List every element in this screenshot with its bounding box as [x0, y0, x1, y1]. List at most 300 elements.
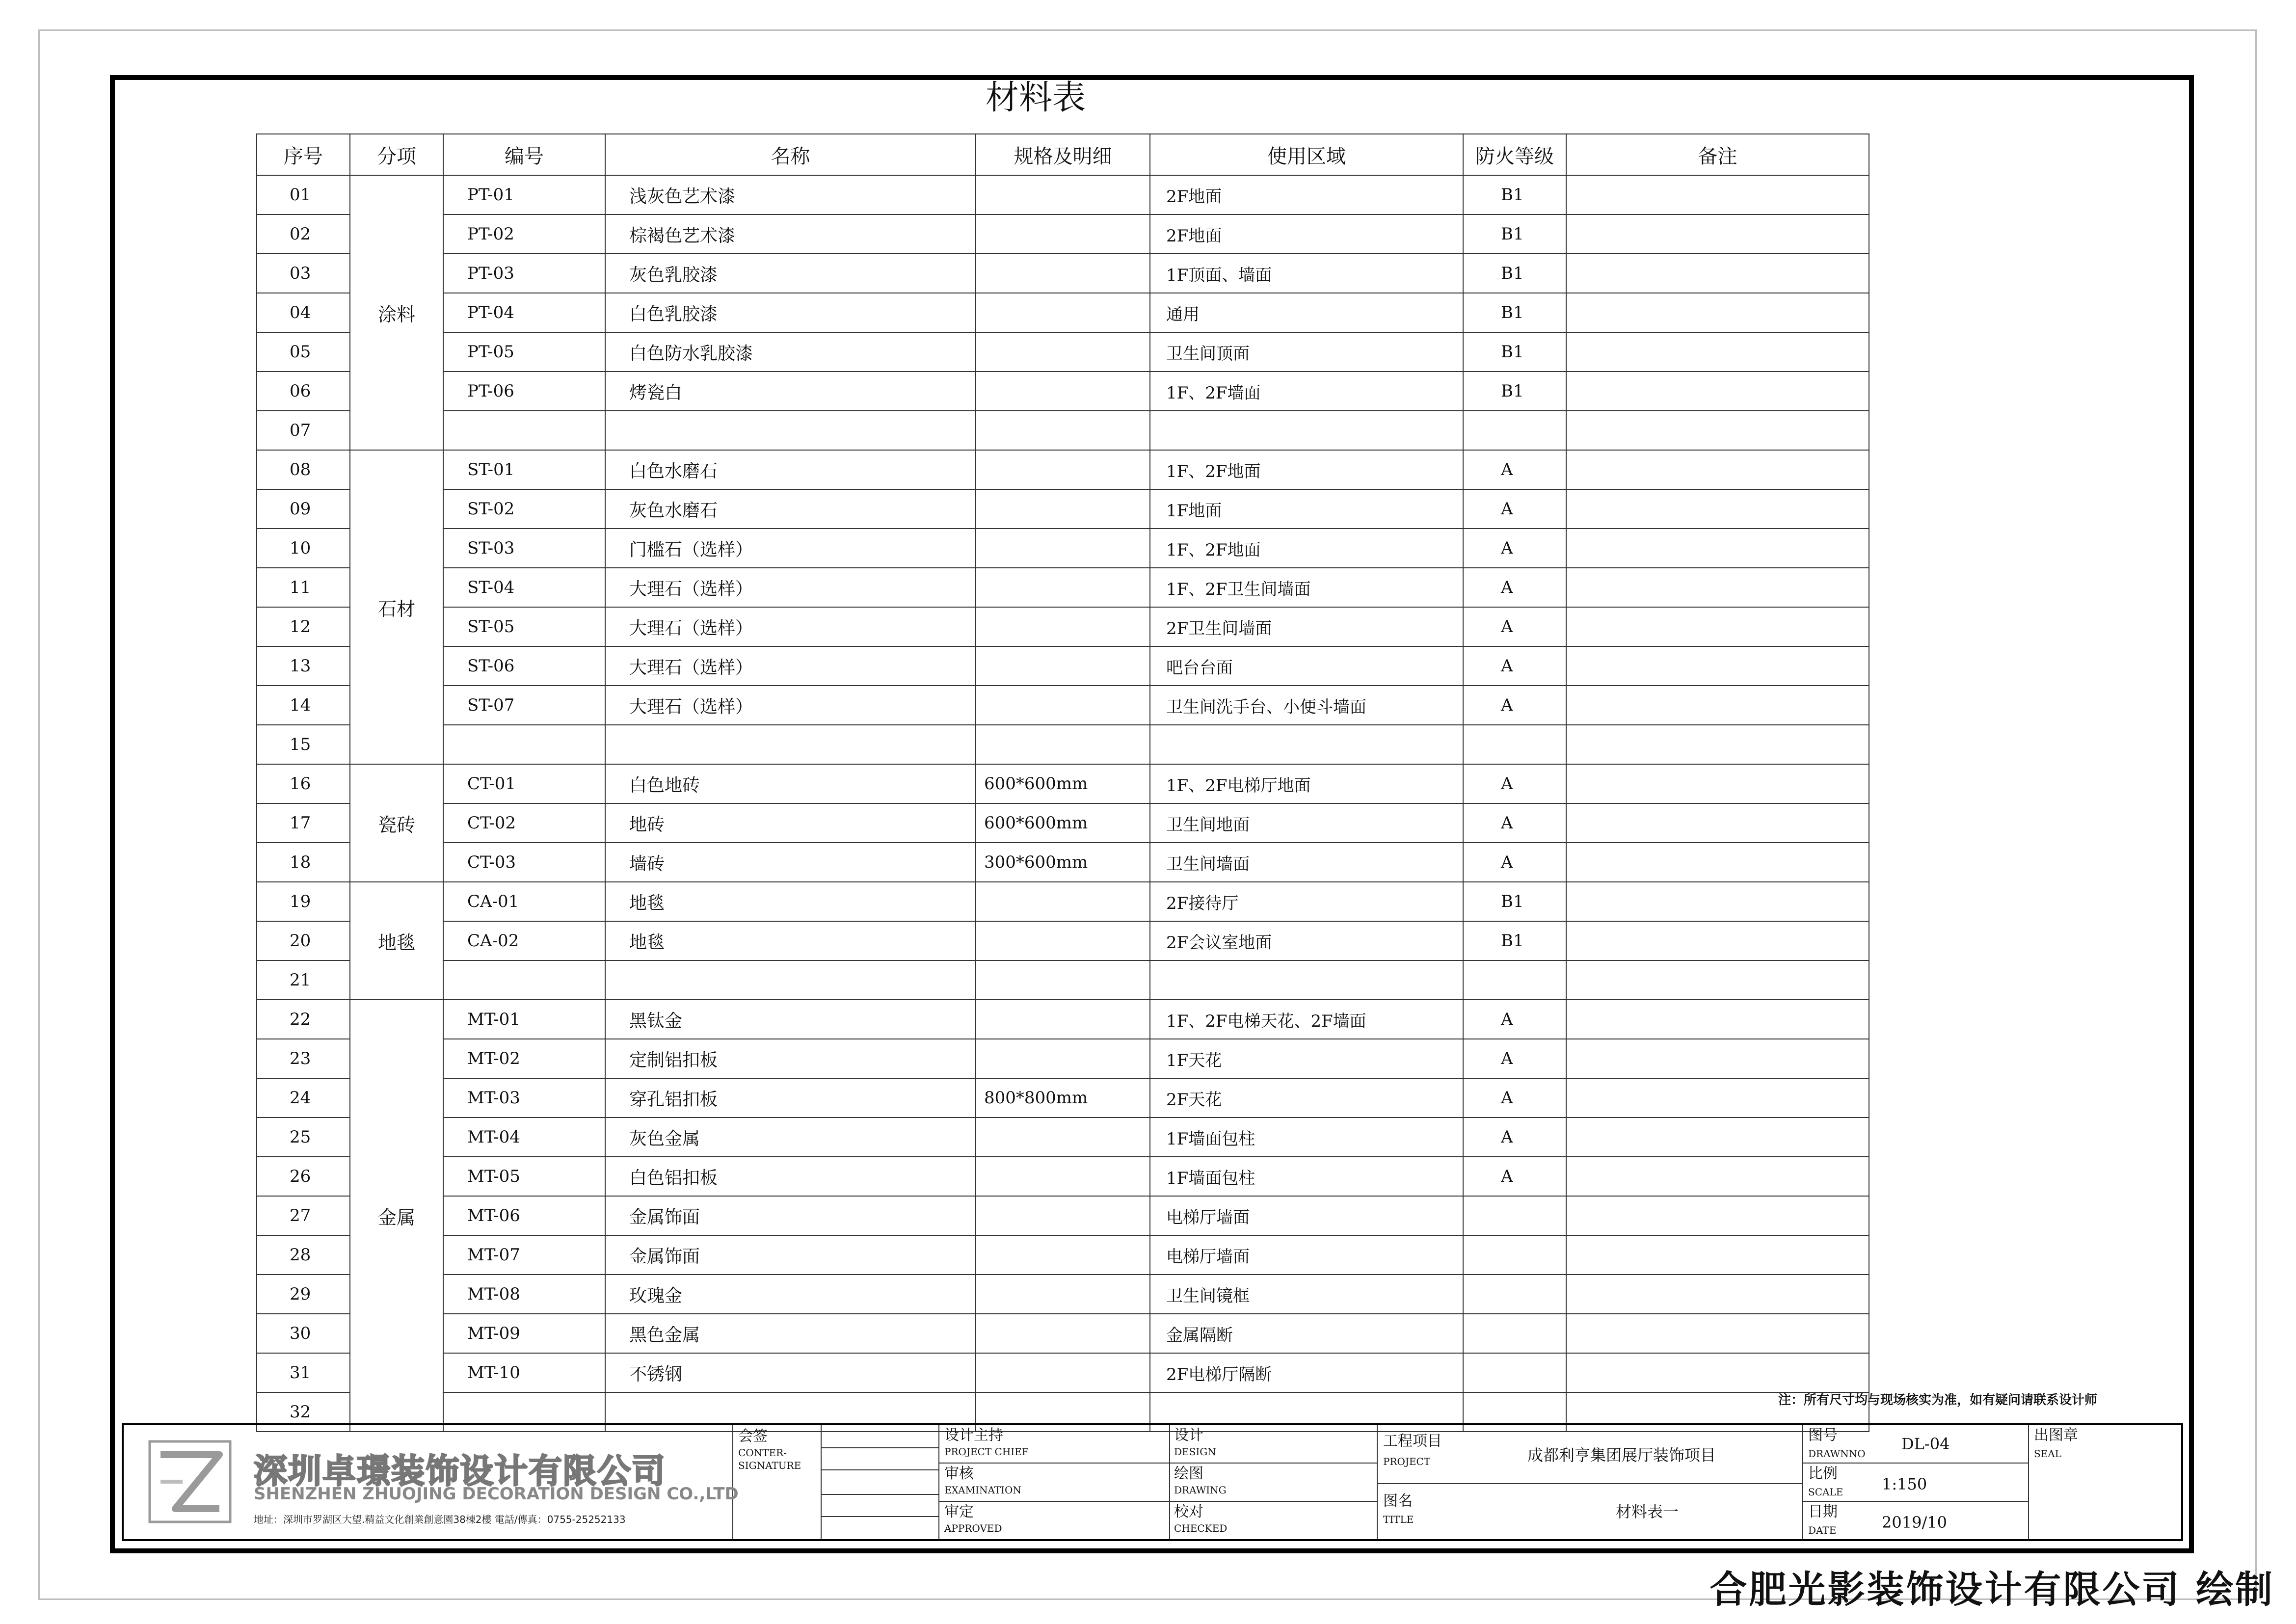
title-block — [122, 1423, 2183, 1541]
remark-cell — [1566, 1157, 1869, 1196]
table-row — [257, 214, 1869, 254]
remark-cell — [1566, 843, 1869, 882]
remark-cell — [1566, 646, 1869, 686]
material-spec: 300*600mm — [976, 843, 1150, 882]
countersign-label-en-2: SIGNATURE — [738, 1460, 801, 1471]
material-name: 黑色金属 — [605, 1314, 976, 1353]
table-row — [257, 607, 1869, 646]
material-spec — [976, 1039, 1150, 1078]
row-number: 09 — [257, 489, 350, 529]
fire-rating — [1463, 1275, 1566, 1314]
fire-rating: B1 — [1463, 332, 1566, 372]
usage-area: 卫生间镜框 — [1150, 1275, 1463, 1314]
remark-cell — [1566, 568, 1869, 607]
table-row — [257, 1000, 1869, 1039]
usage-area: 1F地面 — [1150, 489, 1463, 529]
company-address: 地址：深圳市罗湖区大望.精益文化創業創意園38棟2樓 電話/傳真：0755-25252133 — [254, 1514, 626, 1525]
material-spec — [976, 450, 1150, 489]
table-row — [257, 293, 1869, 332]
remark-cell — [1566, 607, 1869, 646]
fire-rating: A — [1463, 646, 1566, 686]
row-number: 17 — [257, 803, 350, 843]
row-number: 24 — [257, 1078, 350, 1118]
category-cell: 金属 — [350, 1000, 443, 1432]
row-number: 18 — [257, 843, 350, 882]
fire-rating: B1 — [1463, 921, 1566, 960]
material-spec: 600*600mm — [976, 803, 1150, 843]
material-code: PT-04 — [443, 293, 605, 332]
remark-cell — [1566, 254, 1869, 293]
material-code: ST-02 — [443, 489, 605, 529]
material-spec — [976, 1118, 1150, 1157]
row-number: 25 — [257, 1118, 350, 1157]
usage-area: 1F、2F卫生间墙面 — [1150, 568, 1463, 607]
material-code — [443, 725, 605, 764]
company-name-en: SHENZHEN ZHUOJING DECORATION DESIGN CO.,LTD — [254, 1484, 739, 1504]
table-row — [257, 1275, 1869, 1314]
material-spec — [976, 1000, 1150, 1039]
material-name: 不锈钢 — [605, 1353, 976, 1392]
row-number: 32 — [257, 1392, 350, 1432]
table-row — [257, 960, 1869, 1000]
usage-area: 金属隔断 — [1150, 1314, 1463, 1353]
material-code: MT-02 — [443, 1039, 605, 1078]
material-code: MT-09 — [443, 1314, 605, 1353]
fire-rating: B1 — [1463, 372, 1566, 411]
remark-cell — [1566, 1353, 1869, 1392]
material-name: 黑钛金 — [605, 1000, 976, 1039]
material-code — [443, 411, 605, 450]
table-row — [257, 254, 1869, 293]
remark-cell — [1566, 450, 1869, 489]
usage-area: 1F天花 — [1150, 1039, 1463, 1078]
remark-cell — [1566, 764, 1869, 803]
table-row — [257, 411, 1869, 450]
remark-cell — [1566, 175, 1869, 214]
usage-area: 1F、2F电梯厅地面 — [1150, 764, 1463, 803]
table-row — [257, 1235, 1869, 1275]
material-name: 浅灰色艺术漆 — [605, 175, 976, 214]
usage-area: 电梯厅墙面 — [1150, 1235, 1463, 1275]
scale-label: 比例 — [1808, 1465, 1838, 1482]
dimension-note: 注：所有尺寸均与现场核实为准，如有疑问请联系设计师 — [1778, 1393, 2097, 1408]
row-number: 07 — [257, 411, 350, 450]
material-code: ST-03 — [443, 529, 605, 568]
material-name: 穿孔铝扣板 — [605, 1078, 976, 1118]
table-row — [257, 764, 1869, 803]
remark-cell — [1566, 1000, 1869, 1039]
row-number: 29 — [257, 1275, 350, 1314]
usage-area: 卫生间洗手台、小便斗墙面 — [1150, 686, 1463, 725]
remark-cell — [1566, 686, 1869, 725]
material-code: MT-06 — [443, 1196, 605, 1235]
material-code: ST-01 — [443, 450, 605, 489]
category-cell: 石材 — [350, 450, 443, 764]
project-label: 工程项目 — [1383, 1433, 1442, 1450]
material-name: 金属饰面 — [605, 1196, 976, 1235]
remark-cell — [1566, 489, 1869, 529]
table-row — [257, 921, 1869, 960]
material-code: CA-01 — [443, 882, 605, 921]
remark-cell — [1566, 960, 1869, 1000]
remark-cell — [1566, 1118, 1869, 1157]
row-number: 05 — [257, 332, 350, 372]
material-spec — [976, 1275, 1150, 1314]
company-logo-icon — [148, 1440, 232, 1523]
table-row — [257, 725, 1869, 764]
material-code: CT-02 — [443, 803, 605, 843]
row-number: 21 — [257, 960, 350, 1000]
company-name-cn: 深圳卓璟装饰设计有限公司 — [254, 1452, 667, 1491]
usage-area — [1150, 725, 1463, 764]
date-value: 2019/10 — [1882, 1513, 1947, 1532]
table-row — [257, 450, 1869, 489]
remark-cell — [1566, 882, 1869, 921]
material-code: PT-01 — [443, 175, 605, 214]
fire-rating: A — [1463, 1039, 1566, 1078]
material-spec — [976, 882, 1150, 921]
material-spec — [976, 686, 1150, 725]
category-cell: 地毯 — [350, 882, 443, 1000]
drawing-no-label: 图号 — [1808, 1427, 1838, 1444]
drawing-label-en: DRAWING — [1174, 1484, 1227, 1496]
row-number: 10 — [257, 529, 350, 568]
material-name: 大理石（选样） — [605, 686, 976, 725]
table-header-row — [257, 134, 1869, 175]
col-header-name: 名称 — [605, 134, 976, 175]
material-name: 金属饰面 — [605, 1235, 976, 1275]
table-row — [257, 175, 1869, 214]
remark-cell — [1566, 214, 1869, 254]
remark-cell — [1566, 1196, 1869, 1235]
remark-cell — [1566, 411, 1869, 450]
fire-rating: A — [1463, 489, 1566, 529]
usage-area: 2F卫生间墙面 — [1150, 607, 1463, 646]
row-number: 15 — [257, 725, 350, 764]
fire-rating — [1463, 960, 1566, 1000]
fire-rating: A — [1463, 686, 1566, 725]
usage-area: 1F墙面包柱 — [1150, 1118, 1463, 1157]
remark-cell — [1566, 725, 1869, 764]
usage-area: 2F电梯厅隔断 — [1150, 1353, 1463, 1392]
project-label-en: PROJECT — [1383, 1456, 1431, 1467]
drawing-label: 绘图 — [1174, 1465, 1203, 1482]
fire-rating: A — [1463, 1078, 1566, 1118]
table-row — [257, 882, 1869, 921]
remark-cell — [1566, 372, 1869, 411]
material-spec — [976, 960, 1150, 1000]
material-spec: 600*600mm — [976, 764, 1150, 803]
fire-rating: A — [1463, 529, 1566, 568]
usage-area: 1F顶面、墙面 — [1150, 254, 1463, 293]
material-spec — [976, 1314, 1150, 1353]
title-label-en: TITLE — [1383, 1514, 1414, 1525]
usage-area — [1150, 411, 1463, 450]
remark-cell — [1566, 293, 1869, 332]
material-spec: 800*800mm — [976, 1078, 1150, 1118]
fire-rating — [1463, 725, 1566, 764]
table-row — [257, 646, 1869, 686]
fire-rating: A — [1463, 1118, 1566, 1157]
material-code: MT-03 — [443, 1078, 605, 1118]
fire-rating — [1463, 1196, 1566, 1235]
table-row — [257, 1157, 1869, 1196]
row-number: 27 — [257, 1196, 350, 1235]
design-label-en: DESIGN — [1174, 1446, 1216, 1458]
material-name — [605, 725, 976, 764]
material-spec — [976, 254, 1150, 293]
approved-label-en: APPROVED — [944, 1522, 1002, 1534]
fire-rating: A — [1463, 568, 1566, 607]
table-row — [257, 1353, 1869, 1392]
material-spec — [976, 725, 1150, 764]
usage-area: 卫生间地面 — [1150, 803, 1463, 843]
table-row — [257, 1314, 1869, 1353]
material-code: CT-03 — [443, 843, 605, 882]
checked-label: 校对 — [1174, 1503, 1203, 1520]
material-spec — [976, 293, 1150, 332]
date-label: 日期 — [1808, 1503, 1838, 1520]
table-row — [257, 568, 1869, 607]
material-spec — [976, 372, 1150, 411]
col-header-area: 使用区域 — [1150, 134, 1463, 175]
fire-rating — [1463, 1353, 1566, 1392]
fire-rating: B1 — [1463, 254, 1566, 293]
table-row — [257, 686, 1869, 725]
countersign-label-en-1: CONTER- — [738, 1447, 787, 1459]
fire-rating: A — [1463, 803, 1566, 843]
examination-label: 审核 — [944, 1465, 974, 1482]
material-spec — [976, 921, 1150, 960]
remark-cell — [1566, 1078, 1869, 1118]
material-name: 灰色乳胶漆 — [605, 254, 976, 293]
fire-rating: B1 — [1463, 882, 1566, 921]
material-code: MT-07 — [443, 1235, 605, 1275]
fire-rating: A — [1463, 843, 1566, 882]
col-header-fire: 防火等级 — [1463, 134, 1566, 175]
material-spec — [976, 568, 1150, 607]
usage-area: 2F接待厅 — [1150, 882, 1463, 921]
material-code: CA-02 — [443, 921, 605, 960]
page-title: 材料表 — [985, 79, 1086, 117]
col-header-spec: 规格及明细 — [976, 134, 1150, 175]
material-code: PT-03 — [443, 254, 605, 293]
col-header-code: 编号 — [443, 134, 605, 175]
row-number: 08 — [257, 450, 350, 489]
table-row — [257, 1039, 1869, 1078]
material-spec — [976, 1353, 1150, 1392]
project-chief-label-en: PROJECT CHIEF — [944, 1446, 1029, 1458]
project-chief-label: 设计主持 — [944, 1427, 1003, 1444]
material-name: 棕褐色艺术漆 — [605, 214, 976, 254]
countersign-label: 会签 — [738, 1428, 768, 1445]
usage-area: 2F地面 — [1150, 175, 1463, 214]
material-code: ST-04 — [443, 568, 605, 607]
row-number: 20 — [257, 921, 350, 960]
drawing-signature: 合肥光影装饰设计有限公司 绘制 — [1709, 1568, 2274, 1611]
material-spec — [976, 529, 1150, 568]
material-name: 大理石（选样） — [605, 568, 976, 607]
row-number: 22 — [257, 1000, 350, 1039]
remark-cell — [1566, 1275, 1869, 1314]
usage-area: 1F墙面包柱 — [1150, 1157, 1463, 1196]
drawing-title: 材料表一 — [1616, 1502, 1679, 1521]
row-number: 06 — [257, 372, 350, 411]
table-row — [257, 489, 1869, 529]
material-spec — [976, 489, 1150, 529]
fire-rating: B1 — [1463, 214, 1566, 254]
table-row — [257, 1196, 1869, 1235]
remark-cell — [1566, 921, 1869, 960]
row-number: 11 — [257, 568, 350, 607]
material-code: CT-01 — [443, 764, 605, 803]
material-code: ST-07 — [443, 686, 605, 725]
date-label-en: DATE — [1808, 1524, 1837, 1536]
row-number: 30 — [257, 1314, 350, 1353]
fire-rating: A — [1463, 764, 1566, 803]
material-name: 墙砖 — [605, 843, 976, 882]
material-name: 地毯 — [605, 921, 976, 960]
usage-area: 2F地面 — [1150, 214, 1463, 254]
material-name — [605, 960, 976, 1000]
material-name: 大理石（选样） — [605, 646, 976, 686]
remark-cell — [1566, 332, 1869, 372]
usage-area — [1150, 960, 1463, 1000]
material-code: MT-08 — [443, 1275, 605, 1314]
materials-table-body — [257, 175, 1869, 1432]
materials-table — [256, 133, 1869, 1432]
material-name: 白色水磨石 — [605, 450, 976, 489]
row-number: 04 — [257, 293, 350, 332]
material-name: 玫瑰金 — [605, 1275, 976, 1314]
usage-area: 卫生间顶面 — [1150, 332, 1463, 372]
material-name: 地毯 — [605, 882, 976, 921]
row-number: 31 — [257, 1353, 350, 1392]
material-name: 白色地砖 — [605, 764, 976, 803]
remark-cell — [1566, 1039, 1869, 1078]
material-spec — [976, 411, 1150, 450]
col-header-no: 序号 — [257, 134, 350, 175]
row-number: 28 — [257, 1235, 350, 1275]
remark-cell — [1566, 1235, 1869, 1275]
row-number: 12 — [257, 607, 350, 646]
fire-rating: A — [1463, 1000, 1566, 1039]
title-label: 图名 — [1383, 1492, 1413, 1510]
material-spec — [976, 332, 1150, 372]
material-name: 白色乳胶漆 — [605, 293, 976, 332]
fire-rating — [1463, 1235, 1566, 1275]
usage-area: 1F、2F地面 — [1150, 450, 1463, 489]
usage-area: 1F、2F电梯天花、2F墙面 — [1150, 1000, 1463, 1039]
usage-area: 吧台台面 — [1150, 646, 1463, 686]
material-spec — [976, 1196, 1150, 1235]
row-number: 16 — [257, 764, 350, 803]
usage-area: 2F会议室地面 — [1150, 921, 1463, 960]
material-code: PT-02 — [443, 214, 605, 254]
row-number: 23 — [257, 1039, 350, 1078]
row-number: 19 — [257, 882, 350, 921]
row-number: 14 — [257, 686, 350, 725]
usage-area: 通用 — [1150, 293, 1463, 332]
row-number: 13 — [257, 646, 350, 686]
material-name: 白色防水乳胶漆 — [605, 332, 976, 372]
usage-area: 1F、2F墙面 — [1150, 372, 1463, 411]
usage-area: 电梯厅墙面 — [1150, 1196, 1463, 1235]
material-name: 灰色水磨石 — [605, 489, 976, 529]
checked-label-en: CHECKED — [1174, 1522, 1228, 1534]
usage-area: 2F天花 — [1150, 1078, 1463, 1118]
material-code: PT-05 — [443, 332, 605, 372]
material-code — [443, 960, 605, 1000]
scale-value: 1:150 — [1882, 1475, 1927, 1493]
material-spec — [976, 214, 1150, 254]
row-number: 03 — [257, 254, 350, 293]
material-name: 定制铝扣板 — [605, 1039, 976, 1078]
scale-label-en: SCALE — [1808, 1486, 1843, 1498]
fire-rating: B1 — [1463, 175, 1566, 214]
material-code: ST-05 — [443, 607, 605, 646]
material-code: MT-05 — [443, 1157, 605, 1196]
material-name: 门槛石（选样） — [605, 529, 976, 568]
usage-area: 卫生间墙面 — [1150, 843, 1463, 882]
material-spec — [976, 1157, 1150, 1196]
project-name: 成都利亨集团展厅装饰项目 — [1527, 1446, 1716, 1464]
seal-label-en: SEAL — [2034, 1448, 2062, 1460]
usage-area: 1F、2F地面 — [1150, 529, 1463, 568]
fire-rating — [1463, 411, 1566, 450]
col-header-remark: 备注 — [1566, 134, 1869, 175]
table-row — [257, 1078, 1869, 1118]
material-spec — [976, 1235, 1150, 1275]
remark-cell — [1566, 803, 1869, 843]
fire-rating: A — [1463, 607, 1566, 646]
material-code: PT-06 — [443, 372, 605, 411]
material-name: 灰色金属 — [605, 1118, 976, 1157]
drawing-no-label-en: DRAWNNO — [1808, 1448, 1866, 1460]
design-label: 设计 — [1174, 1427, 1203, 1444]
material-code: MT-10 — [443, 1353, 605, 1392]
material-name: 白色铝扣板 — [605, 1157, 976, 1196]
row-number: 01 — [257, 175, 350, 214]
row-number: 02 — [257, 214, 350, 254]
fire-rating: A — [1463, 450, 1566, 489]
material-name — [605, 411, 976, 450]
material-name: 大理石（选样） — [605, 607, 976, 646]
fire-rating — [1463, 1314, 1566, 1353]
material-name: 烤瓷白 — [605, 372, 976, 411]
table-row — [257, 332, 1869, 372]
category-cell: 瓷砖 — [350, 764, 443, 882]
material-code: MT-04 — [443, 1118, 605, 1157]
examination-label-en: EXAMINATION — [944, 1484, 1021, 1496]
material-spec — [976, 175, 1150, 214]
drawing-no: DL-04 — [1901, 1435, 1950, 1453]
table-row — [257, 843, 1869, 882]
table-row — [257, 529, 1869, 568]
table-row — [257, 372, 1869, 411]
seal-label: 出图章 — [2034, 1427, 2078, 1444]
remark-cell — [1566, 1314, 1869, 1353]
fire-rating: A — [1463, 1157, 1566, 1196]
material-spec — [976, 607, 1150, 646]
fire-rating: B1 — [1463, 293, 1566, 332]
material-spec — [976, 646, 1150, 686]
category-cell: 涂料 — [350, 175, 443, 450]
table-row — [257, 803, 1869, 843]
row-number: 26 — [257, 1157, 350, 1196]
remark-cell — [1566, 529, 1869, 568]
material-code: ST-06 — [443, 646, 605, 686]
